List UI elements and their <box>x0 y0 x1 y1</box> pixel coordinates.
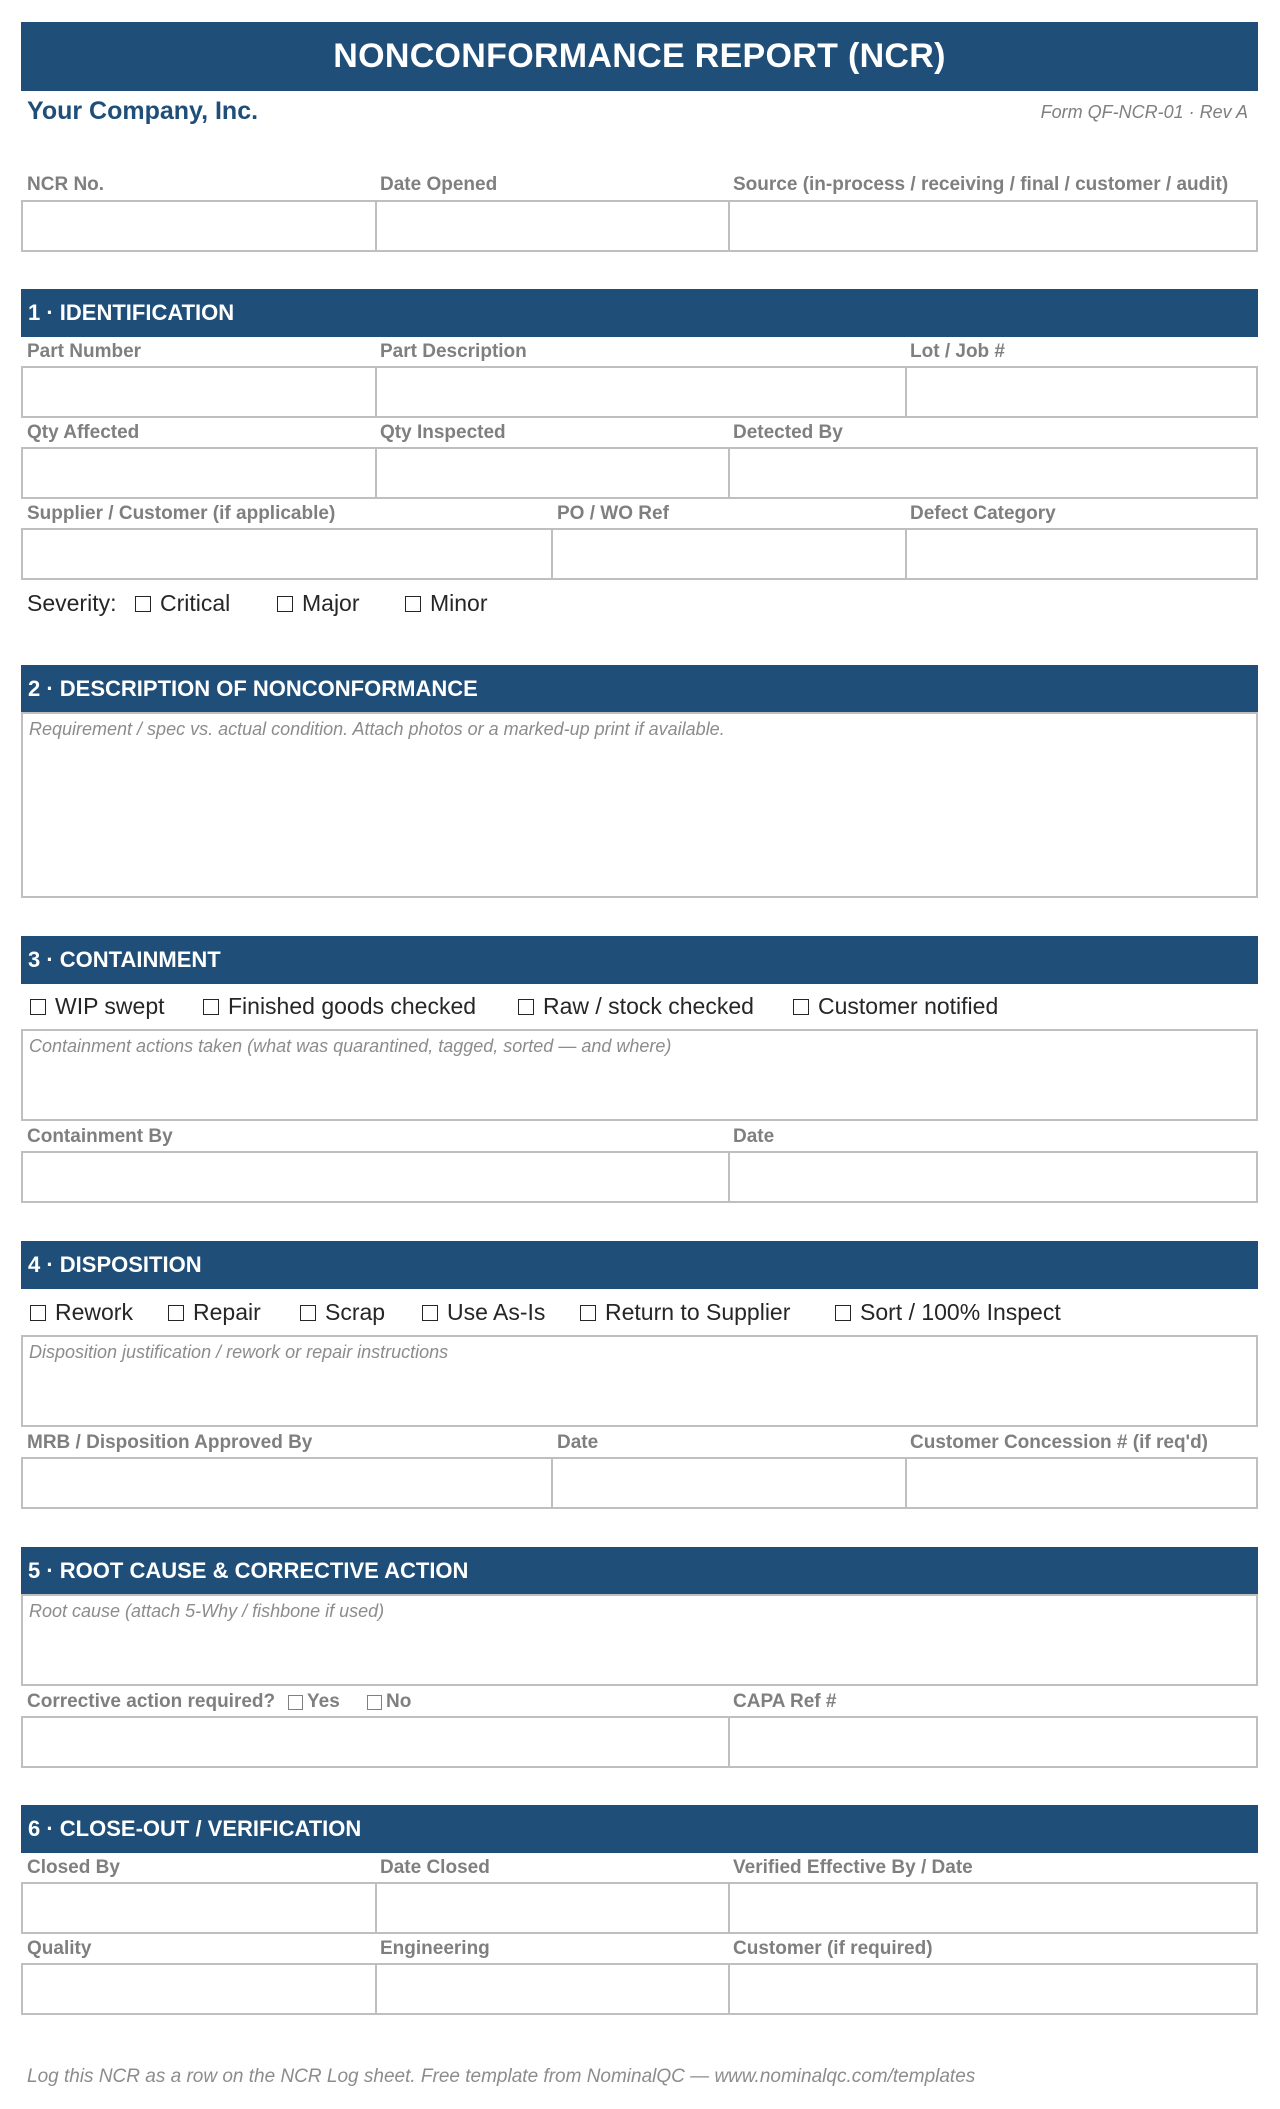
nonconformance-description-field[interactable] <box>21 712 1258 898</box>
section-6-title: 6 · CLOSE-OUT / VERIFICATION <box>28 1816 362 1841</box>
repair-checkbox[interactable] <box>168 1299 261 1326</box>
root-cause-hint: Root cause (attach 5-Why / fishbone if used) <box>29 1601 385 1621</box>
section-1-title: 1 · IDENTIFICATION <box>28 300 235 325</box>
containment-by-label: Containment By <box>27 1126 173 1147</box>
containment-date-label: Date <box>733 1126 775 1147</box>
checkbox-icon <box>835 1305 851 1321</box>
date-opened-field[interactable] <box>377 202 730 250</box>
lot-job-label: Lot / Job # <box>910 341 1005 362</box>
lot-job-field[interactable] <box>907 368 1256 416</box>
ca-required-label: Corrective action required? <box>27 1691 276 1712</box>
containment-date-field[interactable] <box>730 1153 1256 1201</box>
disposition-hint: Disposition justification / rework or repair instructions <box>29 1342 449 1362</box>
use-as-is-label: Use As-Is <box>447 1299 546 1325</box>
checkbox-icon <box>203 999 219 1015</box>
return-to-supplier-checkbox[interactable] <box>580 1299 790 1326</box>
po-wo-ref-label: PO / WO Ref <box>557 503 669 524</box>
closeout-row-2 <box>21 1963 1258 2015</box>
finished-goods-label: Finished goods checked <box>228 993 477 1019</box>
severity-major-checkbox[interactable] <box>277 590 360 617</box>
identification-row-3 <box>21 528 1258 580</box>
capa-ref-field[interactable] <box>730 1718 1256 1766</box>
part-number-label: Part Number <box>27 341 142 362</box>
return-to-supplier-label: Return to Supplier <box>605 1299 791 1325</box>
top-fields-row <box>21 200 1258 252</box>
root-cause-field[interactable] <box>21 1594 1258 1686</box>
section-2-header <box>21 665 1258 713</box>
closed-by-field[interactable] <box>23 1884 377 1932</box>
rework-label: Rework <box>55 1299 133 1325</box>
severity-minor-label: Minor <box>430 590 488 616</box>
wip-swept-checkbox[interactable] <box>30 993 165 1020</box>
containment-by-field[interactable] <box>23 1153 730 1201</box>
customer-notified-label: Customer notified <box>818 993 999 1019</box>
part-description-field[interactable] <box>377 368 907 416</box>
containment-hint: Containment actions taken (what was quarantined, tagged, sorted — and where) <box>29 1036 672 1056</box>
part-number-field[interactable] <box>23 368 377 416</box>
description-hint: Requirement / spec vs. actual condition. Attach photos or a marked-up print if available. <box>29 719 725 739</box>
customer-signoff-field[interactable] <box>730 1965 1256 2013</box>
detected-by-label: Detected By <box>733 422 843 443</box>
defect-category-label: Defect Category <box>910 503 1056 524</box>
identification-row-1 <box>21 366 1258 418</box>
defect-category-field[interactable] <box>907 530 1256 578</box>
containment-actions-field[interactable] <box>21 1029 1258 1121</box>
section-6-header <box>21 1805 1258 1853</box>
sort-inspect-label: Sort / 100% Inspect <box>860 1299 1061 1325</box>
concession-label: Customer Concession # (if req'd) <box>910 1432 1209 1453</box>
footer-note: Log this NCR as a row on the NCR Log sheet. Free template from NominalQC — www.nominalqc.com/templates <box>27 2066 976 2087</box>
section-5-header <box>21 1547 1258 1595</box>
scrap-label: Scrap <box>325 1299 386 1325</box>
finished-goods-checkbox[interactable] <box>203 993 476 1020</box>
section-3-title: 3 · CONTAINMENT <box>28 947 221 972</box>
corrective-action-row <box>21 1716 1258 1768</box>
date-closed-field[interactable] <box>377 1884 730 1932</box>
closeout-row-1 <box>21 1882 1258 1934</box>
sort-inspect-checkbox[interactable] <box>835 1299 1061 1326</box>
checkbox-icon <box>793 999 809 1015</box>
detected-by-field[interactable] <box>730 449 1256 497</box>
section-4-header <box>21 1241 1258 1289</box>
closed-by-label: Closed By <box>27 1857 120 1878</box>
quality-label: Quality <box>27 1938 92 1959</box>
severity-major-label: Major <box>302 590 360 616</box>
approved-by-field[interactable] <box>23 1459 553 1507</box>
ca-no-label: No <box>386 1691 412 1712</box>
section-4-title: 4 · DISPOSITION <box>28 1252 202 1277</box>
quality-field[interactable] <box>23 1965 377 2013</box>
part-description-label: Part Description <box>380 341 527 362</box>
scrap-checkbox[interactable] <box>300 1299 385 1326</box>
source-field[interactable] <box>730 202 1256 250</box>
severity-label: Severity: <box>27 590 117 616</box>
po-wo-ref-field[interactable] <box>553 530 907 578</box>
customer-signoff-label: Customer (if required) <box>733 1938 933 1959</box>
checkbox-icon <box>518 999 534 1015</box>
qty-affected-label: Qty Affected <box>27 422 140 443</box>
checkbox-icon <box>300 1305 316 1321</box>
company-name: Your Company, Inc. <box>27 97 259 125</box>
ncr-no-label: NCR No. <box>27 174 105 195</box>
identification-row-2 <box>21 447 1258 499</box>
severity-critical-checkbox[interactable] <box>135 590 230 617</box>
customer-notified-checkbox[interactable] <box>793 993 998 1020</box>
source-label: Source (in-process / receiving / final / customer / audit) <box>733 174 1229 195</box>
section-2-title: 2 · DESCRIPTION OF NONCONFORMANCE <box>28 676 478 701</box>
checkbox-icon <box>422 1305 438 1321</box>
checkbox-icon <box>405 596 421 612</box>
wip-swept-label: WIP swept <box>55 993 165 1019</box>
supplier-customer-label: Supplier / Customer (if applicable) <box>27 503 336 524</box>
form-number: Form QF-NCR-01 · Rev A <box>1040 102 1248 122</box>
checkbox-icon <box>367 1695 382 1710</box>
checkbox-icon <box>168 1305 184 1321</box>
raw-stock-checkbox[interactable] <box>518 993 754 1020</box>
containment-row <box>21 1151 1258 1203</box>
section-1-header <box>21 289 1258 337</box>
severity-critical-label: Critical <box>160 590 231 616</box>
checkbox-icon <box>135 596 151 612</box>
approved-by-label: MRB / Disposition Approved By <box>27 1432 313 1453</box>
ca-yes-checkbox[interactable] <box>288 1691 340 1713</box>
date-closed-label: Date Closed <box>380 1857 490 1878</box>
use-as-is-checkbox[interactable] <box>422 1299 545 1326</box>
supplier-customer-field[interactable] <box>23 530 553 578</box>
checkbox-icon <box>277 596 293 612</box>
form-title-bar <box>21 22 1258 91</box>
verified-by-field[interactable] <box>730 1884 1256 1932</box>
section-3-header <box>21 936 1258 984</box>
ca-no-checkbox[interactable] <box>367 1691 411 1713</box>
disposition-row <box>21 1457 1258 1509</box>
qty-affected-field[interactable] <box>23 449 377 497</box>
engineering-label: Engineering <box>380 1938 490 1959</box>
ca-yes-label: Yes <box>307 1691 340 1712</box>
severity-minor-checkbox[interactable] <box>405 590 488 617</box>
engineering-field[interactable] <box>377 1965 730 2013</box>
concession-field[interactable] <box>907 1459 1256 1507</box>
rework-checkbox[interactable] <box>30 1299 133 1326</box>
checkbox-icon <box>288 1695 303 1710</box>
checkbox-icon <box>30 1305 46 1321</box>
corrective-action-field[interactable] <box>23 1718 730 1766</box>
capa-ref-label: CAPA Ref # <box>733 1691 837 1712</box>
disposition-justification-field[interactable] <box>21 1335 1258 1427</box>
disposition-date-field[interactable] <box>553 1459 907 1507</box>
qty-inspected-field[interactable] <box>377 449 730 497</box>
checkbox-icon <box>30 999 46 1015</box>
disposition-date-label: Date <box>557 1432 599 1453</box>
date-opened-label: Date Opened <box>380 174 498 195</box>
verified-by-label: Verified Effective By / Date <box>733 1857 973 1878</box>
qty-inspected-label: Qty Inspected <box>380 422 506 443</box>
ncr-no-field[interactable] <box>23 202 377 250</box>
form-title: NONCONFORMANCE REPORT (NCR) <box>333 37 946 75</box>
section-5-title: 5 · ROOT CAUSE & CORRECTIVE ACTION <box>28 1558 469 1583</box>
raw-stock-label: Raw / stock checked <box>543 993 754 1019</box>
checkbox-icon <box>580 1305 596 1321</box>
repair-label: Repair <box>193 1299 261 1325</box>
